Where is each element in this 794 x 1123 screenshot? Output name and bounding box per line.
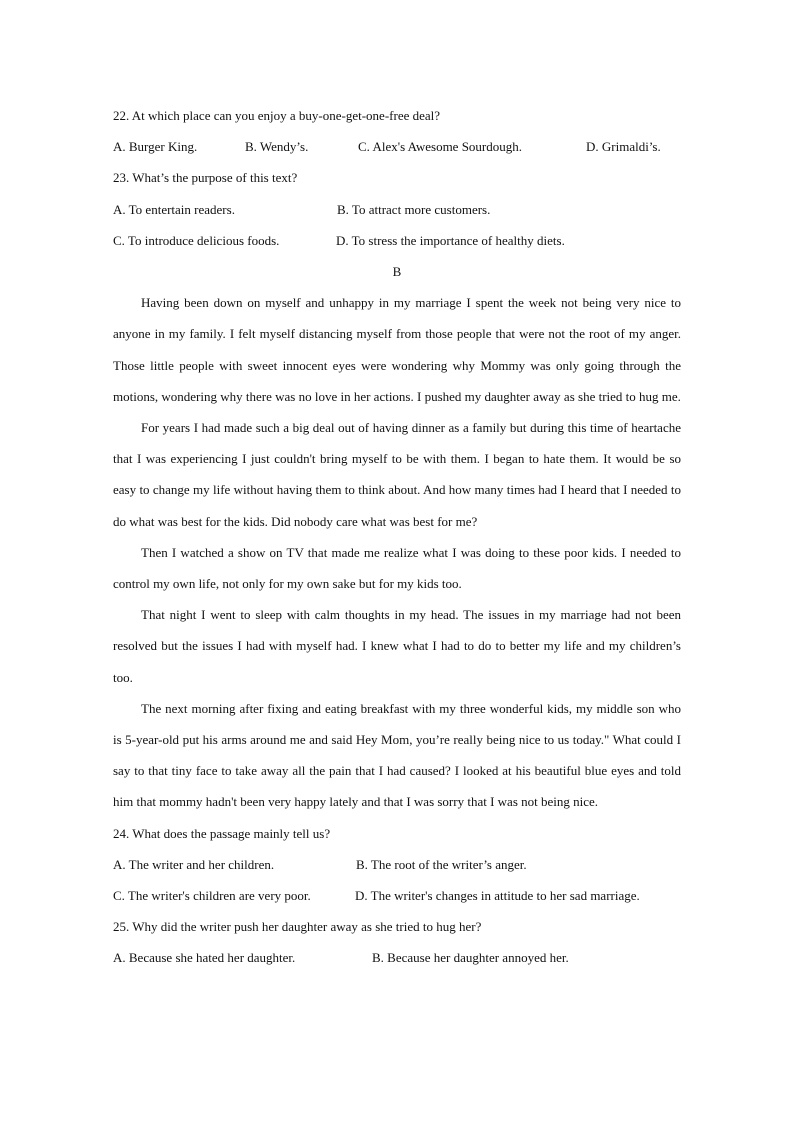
option-d: D. The writer's changes in attitude to her sad marriage.: [355, 887, 640, 903]
option-c: C. To introduce delicious foods.: [113, 232, 280, 248]
passage-paragraph: That night I went to sleep with calm thoughts in my head. The issues in my marriage had not been resolved but the issues I had with myself had. I knew what I had to do to better my life and my children’s too.: [113, 607, 681, 685]
options-row: [113, 880, 681, 911]
exam-page: [113, 100, 681, 974]
option-a: A. Burger King.: [113, 139, 198, 155]
option-d: D. To stress the importance of healthy diets.: [336, 232, 565, 248]
options-row: [113, 131, 681, 162]
option-c: C. The writer's children are very poor.: [113, 887, 311, 903]
option-c: C. Alex's Awesome Sourdough.: [358, 139, 523, 155]
question-stem: 22. At which place can you enjoy a buy-one-get-one-free deal?: [113, 108, 441, 123]
option-a: A. The writer and her children.: [113, 856, 275, 872]
option-b: B. To attract more customers.: [337, 201, 491, 217]
question-stem: 23. What’s the purpose of this text?: [113, 170, 298, 186]
options-row: [113, 942, 681, 973]
passage-paragraph: The next morning after fixing and eating breakfast with my three wonderful kids, my middle son who is 5-year-old put his arms around me and said Hey Mom, you’re really being nice to us today." What could I say to that tiny face to take away all the pain that I had caused? I looked at his beautiful blue eyes and told him that mommy hadn't been very happy lately and that I was sorry that I was not being nice.: [113, 700, 681, 810]
passage-paragraph: Having been down on myself and unhappy in my marriage I spent the week not being very nice to anyone in my family. I felt myself distancing myself from those people that were not the root of my anger. Those little people with sweet innocent eyes were wondering why Mommy was only going through the motions, wondering why there was no love in her actions. I pushed my daughter away as she tried to hug me.: [113, 295, 681, 404]
option-d: D. Grimaldi’s.: [586, 139, 661, 155]
options-row: [113, 849, 681, 880]
passage-paragraph: For years I had made such a big deal out of having dinner as a family but during this time of heartache that I was experiencing I just couldn't bring myself to be with them. I began to hate them. It would be so easy to change my life without having them to think about. And how many times had I heard that I needed to do what was best for the kids. Did nobody care what was best for me?: [113, 419, 681, 529]
option-b: B. Wendy’s.: [245, 139, 309, 155]
question-stem: 24. What does the passage mainly tell us?: [113, 825, 331, 841]
option-b: B. Because her daughter annoyed her.: [372, 950, 569, 966]
option-a: A. Because she hated her daughter.: [113, 950, 296, 966]
option-a: A. To entertain readers.: [113, 201, 235, 217]
passage-paragraph: Then I watched a show on TV that made me realize what I was doing to these poor kids. I needed to control my own life, not only for my own sake but for my kids too.: [113, 544, 681, 591]
option-b: B. The root of the writer’s anger.: [356, 856, 527, 872]
options-row: [113, 225, 681, 256]
section-title: B: [392, 263, 402, 279]
question-stem: 25. Why did the writer push her daughter away as she tried to hug her?: [113, 919, 482, 935]
options-row: [113, 194, 681, 225]
